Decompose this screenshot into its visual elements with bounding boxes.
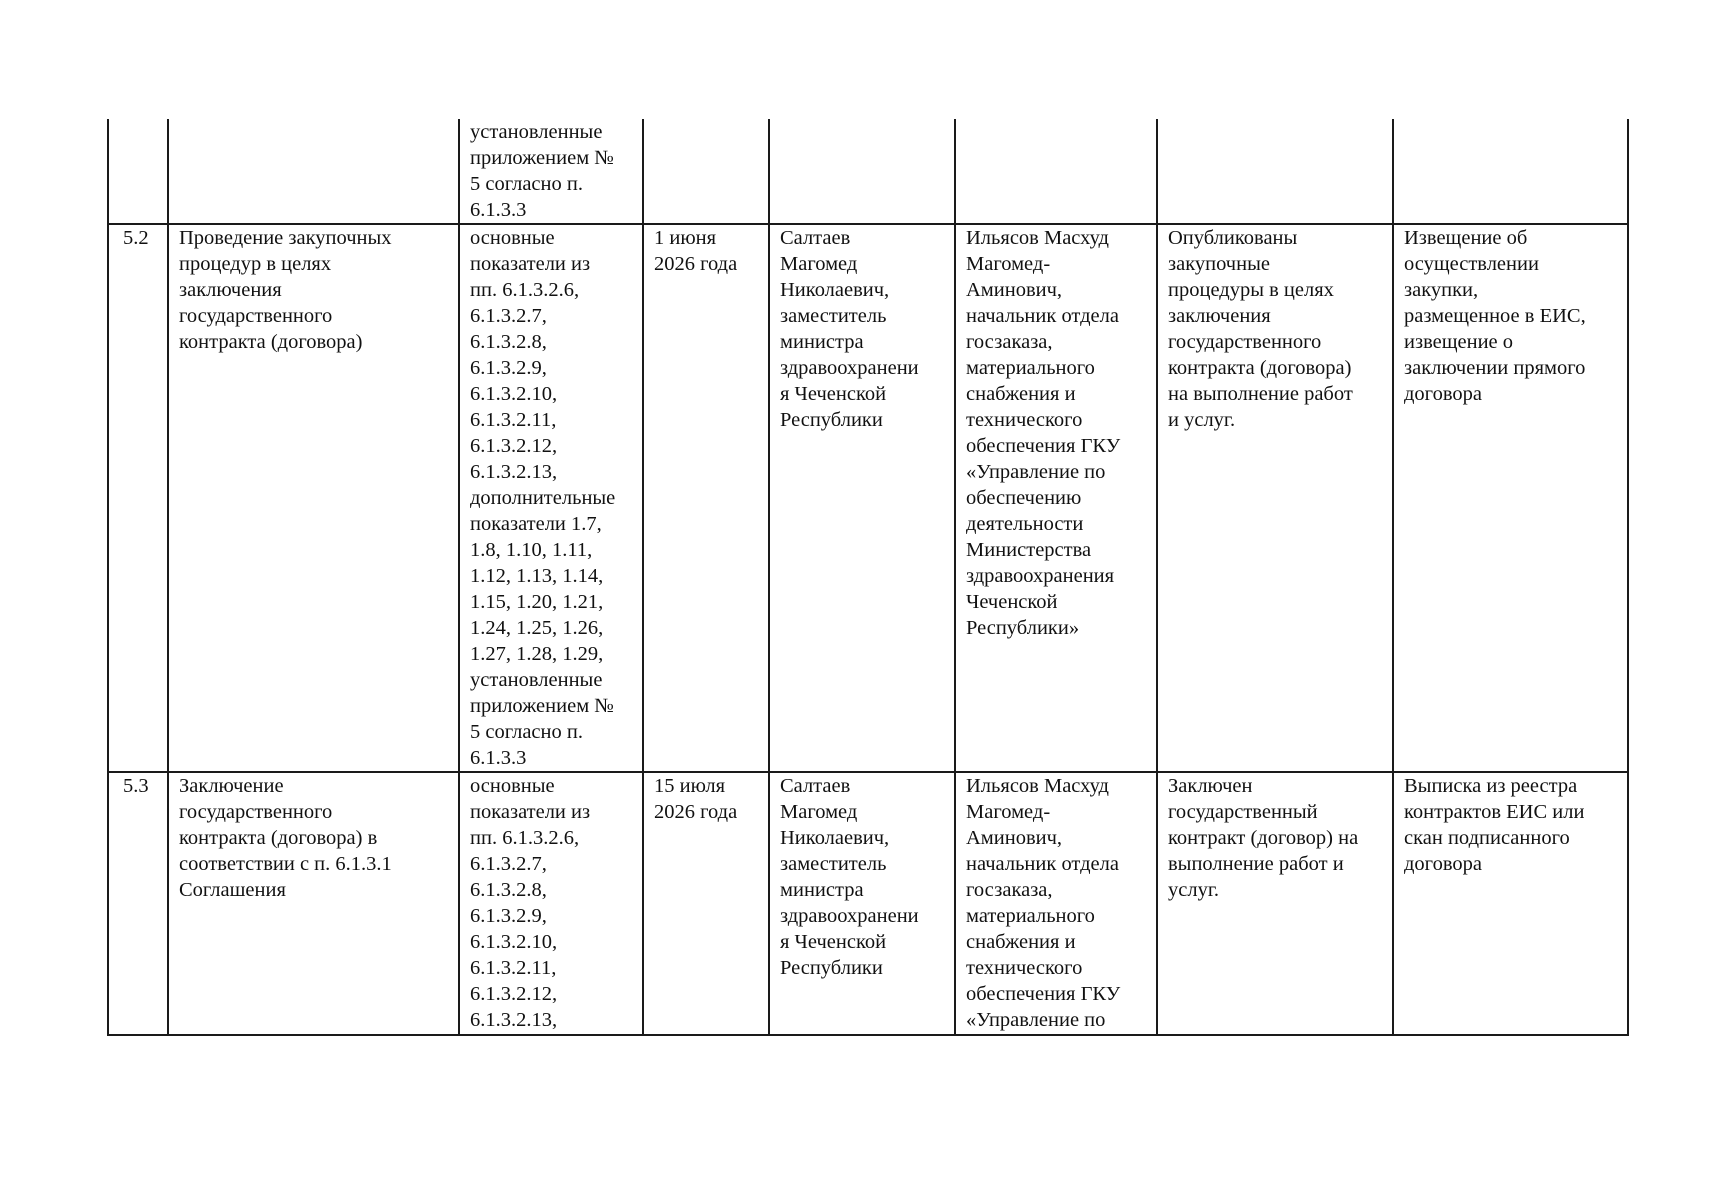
cell-text-line: заместитель <box>780 305 887 327</box>
responsible-cell <box>769 224 955 772</box>
cell-text-line: пп. 6.1.3.2.6, <box>470 279 580 301</box>
cell-text-line: 6.1.3.2.12, <box>470 983 558 1005</box>
cell-text-line: 1.12, 1.13, 1.14, <box>470 565 604 587</box>
cell-text-line: 6.1.3.2.12, <box>470 435 558 457</box>
cell-text-line: Извещение об <box>1404 227 1528 249</box>
cell-text-line: 6.1.3.3 <box>470 747 527 769</box>
cell-text-line: соответствии с п. 6.1.3.1 <box>179 853 392 875</box>
cell-text-line: Опубликованы <box>1168 227 1298 249</box>
cell-text-line: 6.1.3.2.10, <box>470 383 558 405</box>
responsible-cell <box>769 772 955 1035</box>
cell-text-line: выполнение работ и <box>1168 853 1344 875</box>
indicators-cell <box>459 772 643 1035</box>
cell-text-line: обеспечению <box>966 487 1082 509</box>
cell-text-line: обеспечения ГКУ <box>966 435 1121 457</box>
executor-cell <box>955 772 1157 1035</box>
cell-text-line: Чеченской <box>966 591 1058 613</box>
cell-text-line: показатели из <box>470 253 591 275</box>
cell-text-line: снабжения и <box>966 383 1076 405</box>
action-cell <box>168 772 459 1035</box>
document-cell <box>1393 224 1628 772</box>
cell-text-line: 6.1.3.2.7, <box>470 853 547 875</box>
cell-text-line: 1.15, 1.20, 1.21, <box>470 591 604 613</box>
cell-text-line: государственного <box>179 305 333 327</box>
cell-text-line: 6.1.3.2.11, <box>470 957 557 979</box>
cell-text-line: Заключение <box>179 775 284 797</box>
cell-text-line: «Управление по <box>966 461 1106 483</box>
cell-text-line: 15 июля <box>654 775 726 797</box>
cell-text-line: Николаевич, <box>780 827 890 849</box>
cell-text-line: Ильясов Масхуд <box>966 227 1109 249</box>
cell-text-line: скан подписанного <box>1404 827 1570 849</box>
cell-text-line: закупки, <box>1404 279 1479 301</box>
cell-text-line: 6.1.3.2.9, <box>470 905 547 927</box>
cell-text-line: снабжения и <box>966 931 1076 953</box>
cell-text-line: Проведение закупочных <box>179 227 392 249</box>
cell-text-line: контракта (договора) <box>1168 357 1352 379</box>
cell-text-line: деятельности <box>966 513 1084 535</box>
cell-text-line: обеспечения ГКУ <box>966 983 1121 1005</box>
cell-text-line: Аминович, <box>966 827 1063 849</box>
cell-text-line: основные <box>470 775 555 797</box>
cell-text-line: основные <box>470 227 555 249</box>
cell-text-line: материального <box>966 357 1095 379</box>
deadline-cell <box>643 224 769 772</box>
cell-text-line: 5 согласно п. <box>470 721 583 743</box>
cell-text-line: министра <box>780 879 864 901</box>
cell-text-line: я Чеченской <box>780 383 887 405</box>
table-body <box>108 119 1628 1035</box>
cell-text-line: контракт (договор) на <box>1168 827 1359 849</box>
cell-text-line: контрактов ЕИС или <box>1404 801 1585 823</box>
cell-text-line: я Чеченской <box>780 931 887 953</box>
cell-text-line: размещенное в ЕИС, <box>1404 305 1586 327</box>
cell-text-line: здравоохранени <box>780 905 919 927</box>
cell-text-line: Республики <box>780 957 883 979</box>
cell-text-line: и услуг. <box>1168 409 1236 431</box>
cell-text-line: 6.1.3.2.13, <box>470 461 558 483</box>
action-cell <box>168 119 459 224</box>
row-number: 5.3 <box>108 772 168 1035</box>
cell-text-line: начальник отдела <box>966 305 1119 327</box>
cell-text-line: 6.1.3.2.13, <box>470 1009 558 1031</box>
cell-text-line: дополнительные <box>470 487 616 509</box>
cell-text-line: технического <box>966 957 1083 979</box>
indicators-cell <box>459 224 643 772</box>
cell-text-line: Заключен <box>1168 775 1253 797</box>
cell-text-line: 1.27, 1.28, 1.29, <box>470 643 604 665</box>
cell-text-line: Николаевич, <box>780 279 890 301</box>
cell-text-line: Магомед <box>780 801 858 823</box>
result-cell <box>1157 224 1393 772</box>
table-row <box>108 119 1628 224</box>
cell-text-line: приложением № <box>470 147 614 169</box>
cell-text-line: государственного <box>1168 331 1322 353</box>
cell-text-line: Магомед <box>780 253 858 275</box>
cell-text-line: заключения <box>1168 305 1271 327</box>
cell-text-line: договора <box>1404 383 1482 405</box>
action-cell <box>168 224 459 772</box>
cell-text-line: 6.1.3.2.7, <box>470 305 547 327</box>
cell-text-line: Ильясов Масхуд <box>966 775 1109 797</box>
cell-text-line: 6.1.3.2.9, <box>470 357 547 379</box>
cell-text-line: показатели 1.7, <box>470 513 602 535</box>
result-cell <box>1157 119 1393 224</box>
cell-text-line: 6.1.3.2.11, <box>470 409 557 431</box>
cell-text-line: услуг. <box>1168 879 1220 901</box>
cell-text-line: Магомед- <box>966 253 1051 275</box>
cell-text-line: контракта (договора) <box>179 331 363 353</box>
cell-text-line: закупочные <box>1168 253 1270 275</box>
cell-text-line: процедур в целях <box>179 253 332 275</box>
cell-text-line: министра <box>780 331 864 353</box>
indicators-cell <box>459 119 643 224</box>
cell-text-line: 2026 года <box>654 801 738 823</box>
row-number <box>108 119 168 224</box>
cell-text-line: приложением № <box>470 695 614 717</box>
cell-text-line: Аминович, <box>966 279 1063 301</box>
cell-text-line: Республики» <box>966 617 1080 639</box>
plan-table <box>107 119 1629 1036</box>
cell-text-line: 1.8, 1.10, 1.11, <box>470 539 593 561</box>
document-cell <box>1393 772 1628 1035</box>
cell-text-line: договора <box>1404 853 1482 875</box>
cell-text-line: Салтаев <box>780 775 851 797</box>
cell-text-line: 1 июня <box>654 227 717 249</box>
cell-text-line: показатели из <box>470 801 591 823</box>
cell-text-line: «Управление по <box>966 1009 1106 1031</box>
cell-text-line: извещение о <box>1404 331 1514 353</box>
cell-text-line: 6.1.3.2.8, <box>470 879 547 901</box>
responsible-cell <box>769 119 955 224</box>
deadline-cell <box>643 772 769 1035</box>
cell-text-line: процедуры в целях <box>1168 279 1334 301</box>
executor-cell <box>955 224 1157 772</box>
cell-text-line: государственный <box>1168 801 1318 823</box>
cell-text-line: установленные <box>470 669 603 691</box>
cell-text-line: 6.1.3.2.10, <box>470 931 558 953</box>
executor-cell <box>955 119 1157 224</box>
cell-text-line: здравоохранения <box>966 565 1115 587</box>
cell-text-line: на выполнение работ <box>1168 383 1353 405</box>
cell-text-line: 6.1.3.3 <box>470 199 527 221</box>
deadline-cell <box>643 119 769 224</box>
cell-text-line: 5 согласно п. <box>470 173 583 195</box>
table-row <box>108 772 1628 1035</box>
cell-text-line: начальник отдела <box>966 853 1119 875</box>
cell-text-line: Республики <box>780 409 883 431</box>
cell-text-line: Соглашения <box>179 879 286 901</box>
cell-text-line: госзаказа, <box>966 331 1053 353</box>
cell-text-line: заместитель <box>780 853 887 875</box>
row-number: 5.2 <box>108 224 168 772</box>
document-cell <box>1393 119 1628 224</box>
cell-text-line: Выписка из реестра <box>1404 775 1578 797</box>
cell-text-line: 1.24, 1.25, 1.26, <box>470 617 604 639</box>
cell-text-line: здравоохранени <box>780 357 919 379</box>
cell-text-line: заключении прямого <box>1404 357 1586 379</box>
cell-text-line: Министерства <box>966 539 1092 561</box>
cell-text-line: 6.1.3.2.8, <box>470 331 547 353</box>
cell-text-line: технического <box>966 409 1083 431</box>
cell-text-line: осуществлении <box>1404 253 1539 275</box>
table-row <box>108 224 1628 772</box>
cell-text-line: контракта (договора) в <box>179 827 378 849</box>
cell-text-line: материального <box>966 905 1095 927</box>
cell-text-line: Магомед- <box>966 801 1051 823</box>
cell-text-line: установленные <box>470 121 603 143</box>
result-cell <box>1157 772 1393 1035</box>
cell-text-line: государственного <box>179 801 333 823</box>
cell-text-line: Салтаев <box>780 227 851 249</box>
cell-text-line: заключения <box>179 279 282 301</box>
cell-text-line: пп. 6.1.3.2.6, <box>470 827 580 849</box>
cell-text-line: госзаказа, <box>966 879 1053 901</box>
cell-text-line: 2026 года <box>654 253 738 275</box>
